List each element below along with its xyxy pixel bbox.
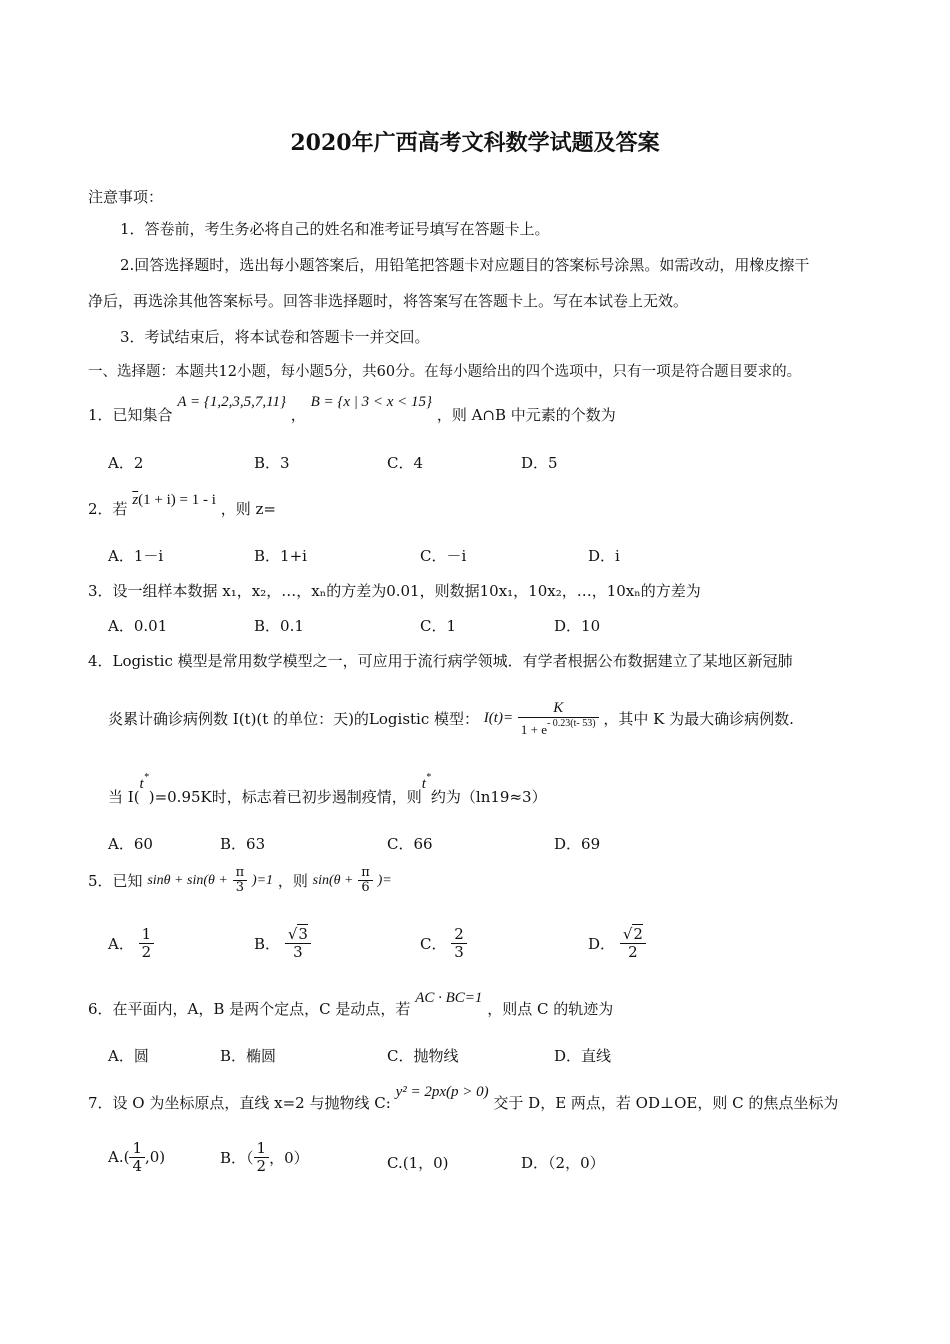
q1-prefix: 1．已知集合 bbox=[88, 406, 173, 424]
q2-z-conjugate: $\overline{z}$ bbox=[132, 492, 139, 508]
question-4-line-1: 4．Logistic 模型是常用数学模型之一，可应用于流行病学领城．有学者根据公布数据建立了某地区新冠肺 bbox=[88, 652, 793, 670]
note-2-line-1: 2.回答选择题时，选出每小题答案后，用铅笔把答题卡对应题目的答案标号涂黑。如需改动，用橡皮擦干 bbox=[120, 256, 810, 274]
question-5 bbox=[88, 866, 392, 896]
q5-target-left: sin(θ + bbox=[312, 872, 354, 888]
q7-option-c: C.(1，0) bbox=[387, 1154, 449, 1172]
note-3: 3．考试结束后，将本试卷和答题卡一并交回。 bbox=[120, 328, 430, 346]
q4-line-3-part-c: 约为（ln19≈3） bbox=[430, 788, 547, 806]
note-1: 1．答卷前，考生务必将自己的姓名和准考证号填写在答题卡上。 bbox=[120, 220, 550, 238]
q4-line-3-part-a: 当 I( bbox=[108, 788, 140, 806]
q6-option-c: C．抛物线 bbox=[387, 1047, 459, 1065]
q5-option-d: D． $\frac{√2}{2}$ bbox=[588, 926, 646, 960]
q5-option-c: C． $\frac{2}{3}$ bbox=[420, 926, 467, 960]
q2-option-b: B．1+i bbox=[254, 547, 307, 565]
q5-target-right: )= bbox=[377, 872, 392, 888]
q5-option-b: B． $\frac{√3}{3}$ bbox=[254, 926, 311, 960]
q4-formula-exponent: - 0.23(t- 53) bbox=[546, 717, 596, 729]
q6-option-a: A．圆 bbox=[108, 1047, 149, 1065]
q3-option-a: A．0.01 bbox=[108, 617, 168, 635]
q4-line-3-part-b: )=0.95K时，标志着已初步遏制疫情，则 bbox=[148, 788, 422, 806]
q5-pi-over-3: $\frac{\pi}{3}$ bbox=[233, 866, 248, 896]
q4-line-2-suffix: ，其中 K 为最大确诊病例数. bbox=[603, 709, 794, 728]
q7-prefix: 7．设 O 为坐标原点，直线 x=2 与抛物线 C: bbox=[88, 1094, 391, 1112]
question-6 bbox=[88, 990, 614, 1019]
q4-option-d: D．69 bbox=[554, 835, 601, 853]
q5-pi-over-6: $\frac{\pi}{6}$ bbox=[358, 866, 373, 896]
q2-suffix: ，则 z= bbox=[220, 500, 276, 518]
question-4-line-2 bbox=[108, 700, 794, 737]
q3-option-c: C．1 bbox=[420, 617, 457, 635]
question-4-line-3 bbox=[108, 772, 547, 807]
q1-option-b: B．3 bbox=[254, 454, 290, 472]
q6-option-b: B．椭圆 bbox=[220, 1047, 277, 1065]
q7-parabola-equation: y² = 2px(p > 0) bbox=[395, 1084, 489, 1100]
q7-suffix: 交于 D，E 两点，若 OD⊥OE，则 C 的焦点坐标为 bbox=[493, 1094, 839, 1112]
q4-formula-fraction bbox=[518, 700, 599, 737]
q1-comma: ， bbox=[290, 406, 306, 424]
q2-option-a: A．1－i bbox=[108, 547, 164, 565]
q5-prefix: 5．已知 bbox=[88, 872, 143, 891]
question-1 bbox=[88, 394, 616, 425]
q2-option-d: D．i bbox=[588, 547, 620, 565]
q5-condition-left: sinθ + sin(θ + bbox=[147, 872, 228, 888]
q7-option-b: B．（ $\frac{1}{2}$ ，0） bbox=[220, 1139, 309, 1175]
q2-prefix: 2．若 bbox=[88, 500, 128, 518]
q6-option-d: D．直线 bbox=[554, 1047, 612, 1065]
q4-option-c: C．66 bbox=[387, 835, 433, 853]
q1-option-c: C．4 bbox=[387, 454, 424, 472]
q4-line-2-prefix: 炎累计确诊病例数 I(t)(t 的单位：天)的Logistic 模型： bbox=[108, 709, 480, 728]
notes-heading: 注意事项： bbox=[88, 188, 164, 206]
q4-formula-numerator: K bbox=[518, 700, 599, 718]
q4-t-star-2: t* bbox=[421, 772, 431, 792]
q4-t-star-1: t* bbox=[139, 772, 149, 792]
note-2-line-2: 净后，再选涂其他答案标号。回答非选择题时，将答案写在答题卡上。写在本试卷上无效。 bbox=[88, 292, 689, 310]
q1-set-b: B = {x | 3 < x < 15} bbox=[310, 394, 433, 410]
question-3: 3．设一组样本数据 x₁，x₂，…，xₙ的方差为0.01，则数据10x₁，10x₂，…，10xₙ的方差为 bbox=[88, 582, 701, 600]
q5-condition-right: )=1 bbox=[251, 872, 274, 888]
q6-prefix: 6．在平面内，A，B 是两个定点，C 是动点，若 bbox=[88, 1000, 411, 1018]
q6-suffix: ，则点 C 的轨迹为 bbox=[487, 1000, 614, 1018]
q1-suffix: ，则 A∩B 中元素的个数为 bbox=[436, 406, 616, 424]
q4-formula-lhs: I(t)= bbox=[483, 709, 514, 726]
q1-set-a: A = {1,2,3,5,7,11} bbox=[177, 394, 286, 410]
q2-option-c: C．－i bbox=[420, 547, 467, 565]
q7-option-d: D．（2，0） bbox=[521, 1154, 605, 1172]
page-title: 2020年广西高考文科数学试题及答案 bbox=[290, 130, 660, 156]
q5-option-a: A． $\frac{1}{2}$ bbox=[108, 926, 154, 960]
q5-middle: ，则 bbox=[277, 872, 308, 891]
q1-option-a: A．2 bbox=[108, 454, 144, 472]
q3-option-b: B．0.1 bbox=[254, 617, 304, 635]
q1-option-d: D．5 bbox=[521, 454, 558, 472]
q4-option-b: B．63 bbox=[220, 835, 266, 853]
section-1-heading: 一、选择题：本题共12小题，每小题5分，共60分。在每小题给出的四个选项中，只有一项是符合题目要求的。 bbox=[88, 364, 802, 380]
question-2 bbox=[88, 492, 276, 519]
q6-vector-equation: AC · BC=1 bbox=[415, 990, 483, 1006]
q7-option-a: A.( $\frac{1}{4}$ ,0) bbox=[108, 1139, 166, 1175]
q4-option-a: A．60 bbox=[108, 835, 153, 853]
q2-equation: (1 + i) = 1 - i bbox=[138, 492, 216, 508]
question-7 bbox=[88, 1084, 839, 1113]
q3-option-d: D．10 bbox=[554, 617, 601, 635]
q4-formula-denominator: 1 + e bbox=[520, 721, 547, 737]
